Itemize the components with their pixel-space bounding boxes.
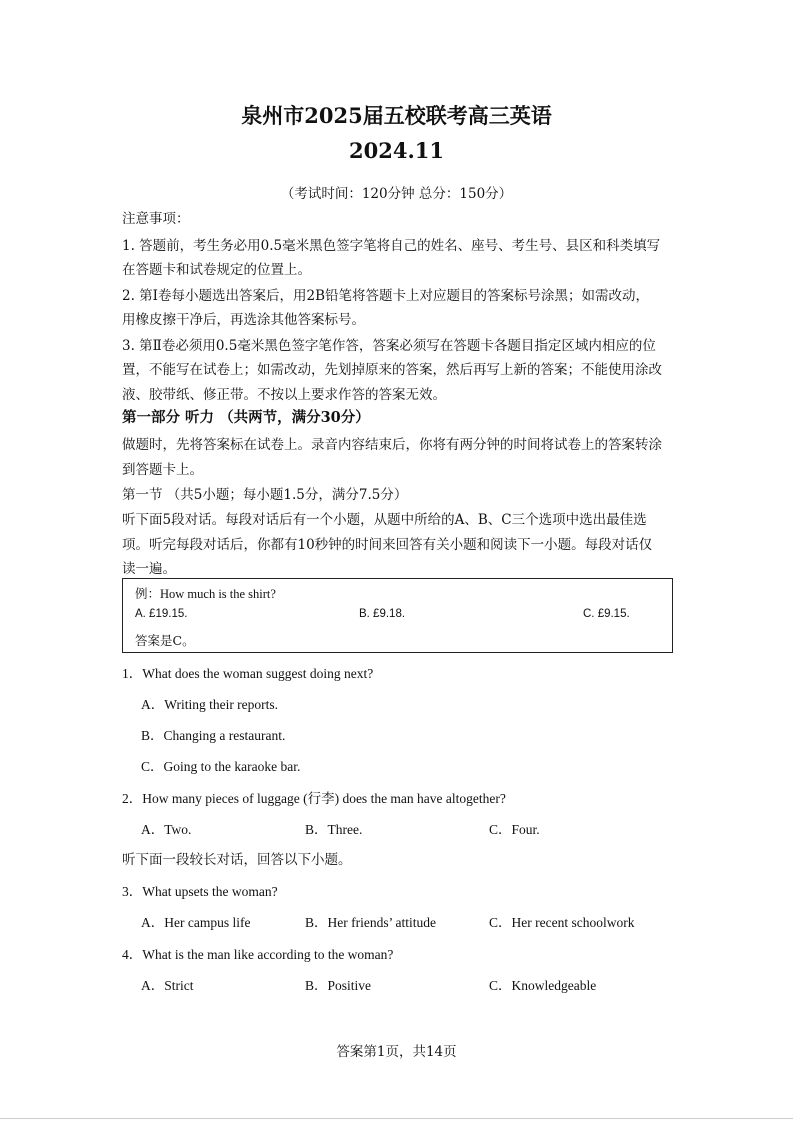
example-option-c: C. £9.15.: [583, 608, 630, 620]
notice-line: 置，不能写在试卷上；如需改动，先划掉原来的答案，然后再写上新的答案；不能使用涂改: [122, 362, 662, 378]
question-4-stem: 4．What is the man like according to the woman?: [122, 947, 394, 962]
question-4-option-a: A．Strict: [141, 978, 194, 993]
notice-line: 1. 答题前，考生务必用0.5毫米黑色签字笔将自己的姓名、座号、考生号、县区和科类填写: [122, 238, 661, 254]
question-3-option-a: A．Her campus life: [141, 915, 251, 930]
question-2-option-b: B．Three.: [305, 822, 363, 837]
page-bottom-divider: [0, 1118, 793, 1119]
question-3-option-c: C．Her recent schoolwork: [489, 915, 635, 930]
notice-line: 液、胶带纸、修正带。不按以上要求作答的答案无效。: [122, 387, 446, 403]
example-option-b: B. £9.18.: [359, 608, 406, 620]
section1-instruction: 听下面5段对话。每段对话后有一个小题，从题中所给的A、B、C三个选项中选出最佳选: [122, 512, 647, 528]
example-answer: 答案是C。: [135, 633, 195, 648]
example-option-a: A. £19.15.: [135, 608, 188, 620]
part1-intro: 到答题卡上。: [122, 462, 203, 478]
question-2-option-c: C．Four.: [489, 822, 540, 837]
question-1-option-b: B．Changing a restaurant.: [141, 728, 286, 743]
question-4-option-b: B．Positive: [305, 978, 372, 993]
notice-line: 用橡皮擦干净后，再选涂其他答案标号。: [122, 312, 365, 328]
question-4-option-c: C．Knowledgeable: [489, 978, 597, 993]
exam-date: 2024.11: [349, 138, 444, 163]
notice-line: 在答题卡和试卷规定的位置上。: [122, 262, 311, 278]
long-dialog-instruction: 听下面一段较长对话，回答以下小题。: [122, 852, 352, 868]
example-question: 例：How much is the shirt?: [135, 587, 276, 601]
question-3-option-b: B．Her friends’ attitude: [305, 915, 436, 930]
part1-heading: 第一部分 听力 （共两节，满分30分）: [122, 409, 370, 426]
section1-instruction: 项。听完每段对话后，你都有10秒钟的时间来回答有关小题和阅读下一小题。每段对话仅: [122, 537, 653, 553]
notice-heading: 注意事项：: [122, 211, 190, 227]
notice-line: 2. 第Ⅰ卷每小题选出答案后，用2B铅笔将答题卡上对应题目的答案标号涂黑；如需改动，: [122, 288, 650, 304]
question-1-option-c: C．Going to the karaoke bar.: [141, 759, 301, 774]
example-box: [122, 578, 673, 653]
page-footer: 答案第1页，共14页: [336, 1044, 457, 1060]
question-3-stem: 3．What upsets the woman?: [122, 884, 278, 899]
section1-instruction: 读一遍。: [122, 561, 176, 577]
page-title: 泉州市2025届五校联考高三英语: [241, 103, 552, 128]
question-2-stem: 2．How many pieces of luggage (行李) does the man have altogether?: [122, 791, 506, 806]
section1-heading: 第一节 （共5小题；每小题1.5分，满分7.5分）: [122, 487, 408, 503]
question-1-stem: 1．What does the woman suggest doing next?: [122, 666, 374, 681]
question-1-option-a: A．Writing their reports.: [141, 697, 279, 712]
exam-info: （考试时间：120分钟 总分：150分）: [280, 186, 513, 202]
part1-intro: 做题时，先将答案标在试卷上。录音内容结束后，你将有两分钟的时间将试卷上的答案转涂: [122, 437, 662, 453]
notice-line: 3. 第Ⅱ卷必须用0.5毫米黑色签字笔作答，答案必须写在答题卡各题目指定区域内相应的位: [122, 338, 656, 354]
question-2-option-a: A．Two.: [141, 822, 192, 837]
